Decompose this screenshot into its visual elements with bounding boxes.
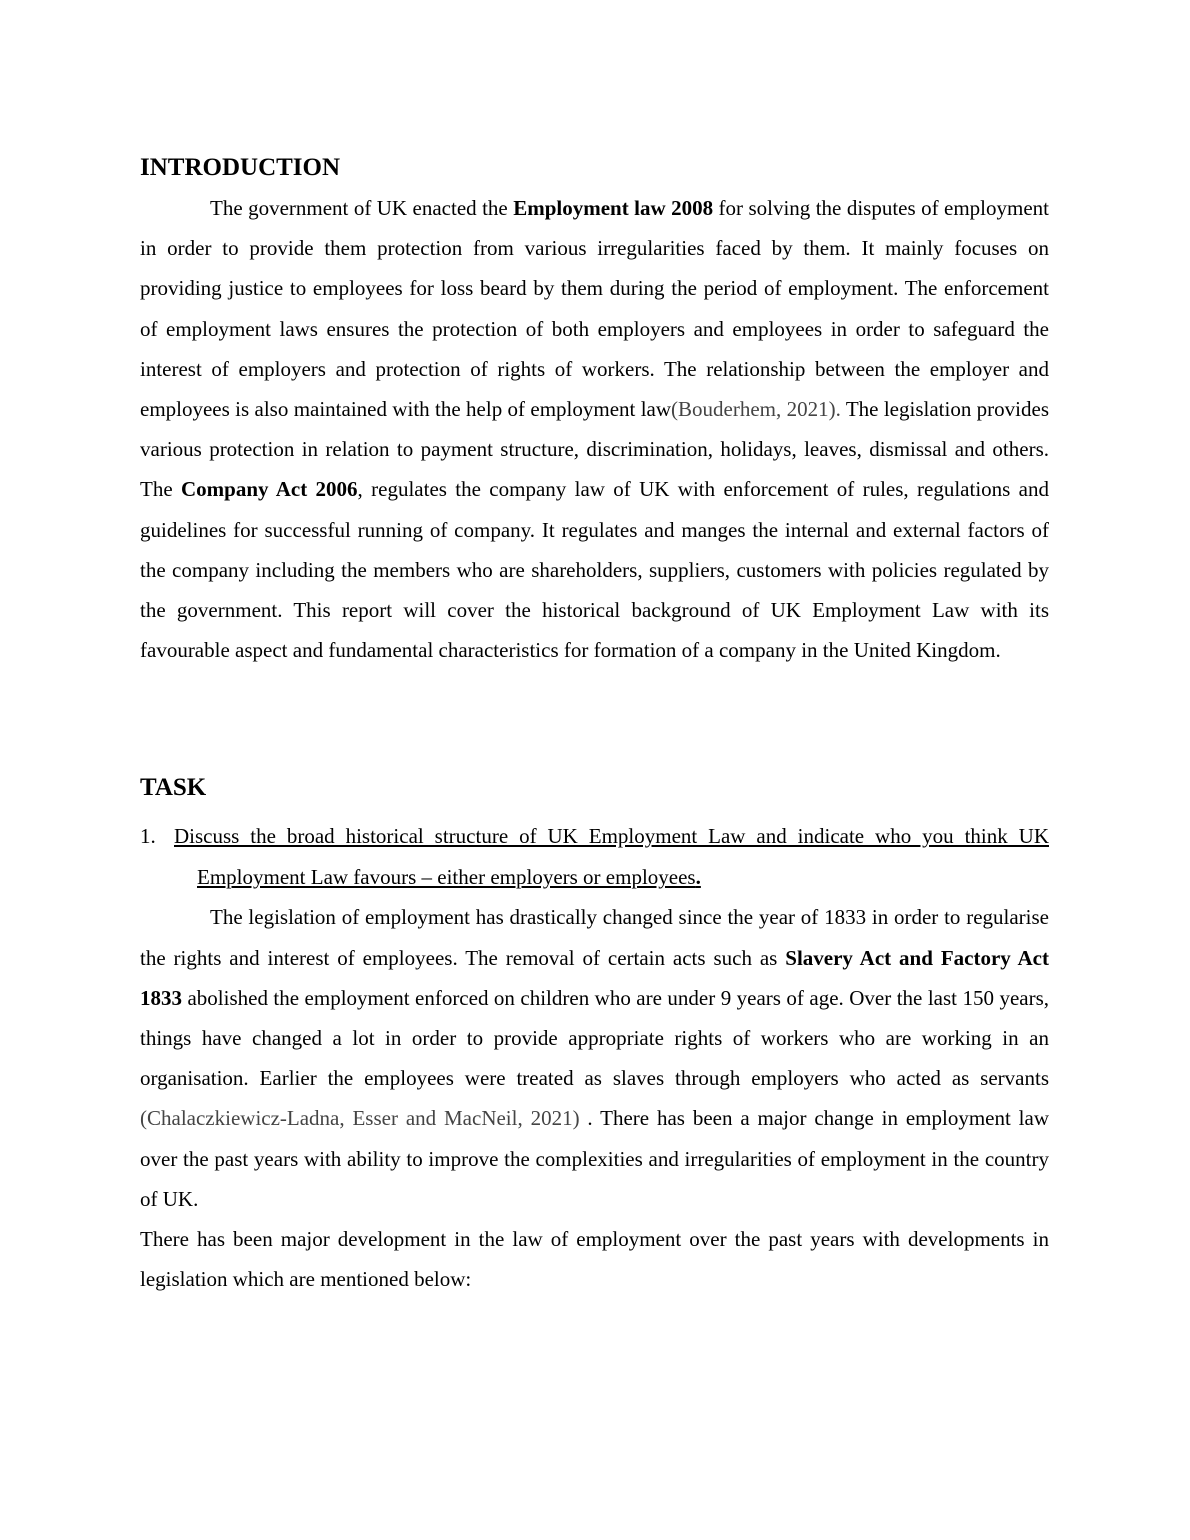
intro-text-1: The government of UK enacted the <box>210 196 514 220</box>
question-text: Discuss the broad historical structure of UK Employment Law and indicate who you think UK Employment Law favours – either employers or employees <box>174 824 1049 889</box>
history-text-1: The legislation of employment has drastically changed since the year of 1833 in order to regularise the rights and interest of employees. The removal of certain acts such as <box>140 905 1049 970</box>
question-1 <box>140 816 1049 897</box>
question-number: 1. <box>140 824 156 849</box>
intro-text-3: The legislation provides various protection in relation to payment structure, discrimination, holidays, leaves, dismissal and others. The <box>140 397 1050 502</box>
history-text-3: . There has been a major change in employment law over the past years with ability to improve the complexities and irregularities of employment in the country of UK. <box>140 1106 1049 1211</box>
slavery-factory-act-term: Slavery Act and Factory Act 1833 <box>140 945 1050 1010</box>
task-heading: TASK <box>140 774 207 802</box>
introduction-heading: INTRODUCTION <box>140 154 341 181</box>
employment-law-2008-term: Employment law 2008 <box>513 196 714 220</box>
history-text-2: abolished the employment enforced on children who are under 9 years of age. Over the last 150 years, things have changed a lot in order to provide appropriate rights of workers who are working in an organisation. Earlier the employees were treated as slaves through employers who acted as servants <box>140 985 1049 1091</box>
developments-paragraph: There has been major development in the law of employment over the past years with developments in legislation which are mentioned below: <box>140 1227 1049 1292</box>
introduction-paragraph <box>140 188 1049 670</box>
citation-bouderhem: (Bouderhem, 2021). <box>671 397 841 422</box>
intro-text-2: for solving the disputes of employment in order to provide them protection from various irregularities faced by them. It mainly focuses on providing justice to employees for loss beard by them during the period of employment. The enforcement of employment laws ensures the protection of both employers and employees in order to safeguard the interest of employers and protection of rights of workers. The relationship between the employer and employees is also maintained with the help of employment law <box>140 196 1049 422</box>
company-act-2006-term: Company Act 2006 <box>181 477 358 502</box>
citation-chalaczkiewicz: (Chalaczkiewicz-Ladna, Esser and MacNeil, 2021) <box>140 1106 580 1131</box>
document-page <box>140 148 1049 1299</box>
history-paragraph <box>140 897 1049 1219</box>
intro-text-4: , regulates the company law of UK with enforcement of rules, regulations and guidelines for successful running of company. It regulates and manges the internal and external factors of the company including the members who are shareholders, suppliers, customers with policies regulated by the government. This report will cover the historical background of UK Employment Law with its favourable aspect and fundamental characteristics for formation of a company in the United Kingdom. <box>140 477 1050 663</box>
question-end-mark: . <box>695 864 701 889</box>
